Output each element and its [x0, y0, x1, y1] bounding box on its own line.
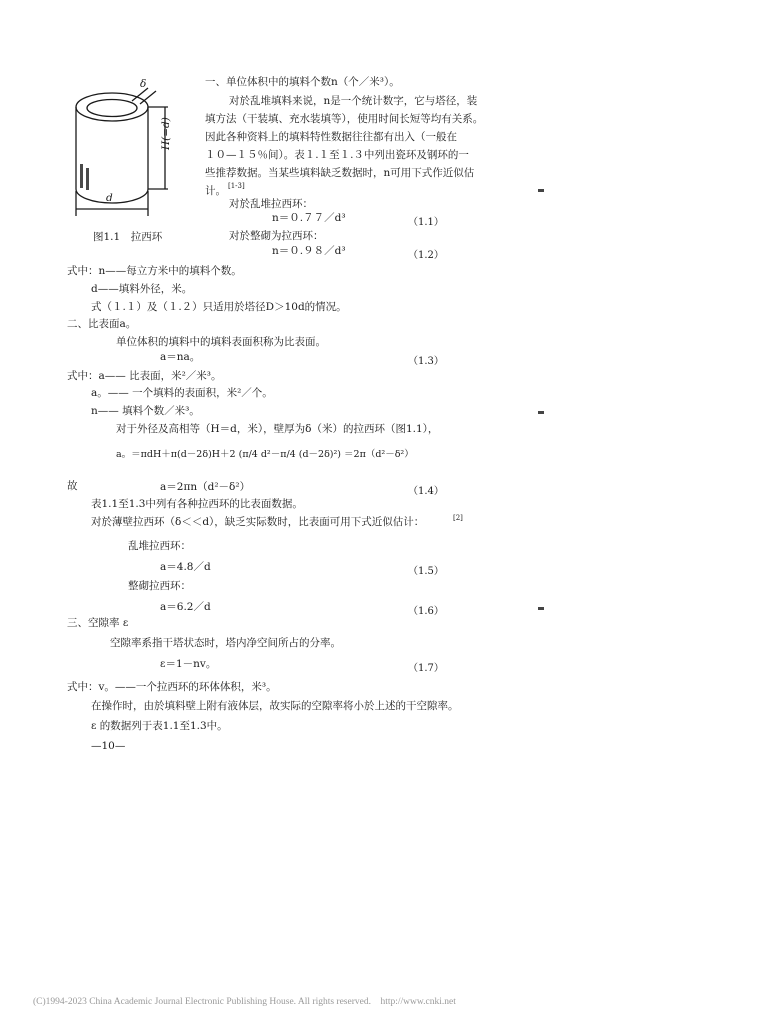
data-note: ε 的数据列于表1.1至1.3中。 [91, 720, 228, 732]
equation-7-number: （1.7） [408, 663, 444, 674]
paragraph-line: 因此各种资料上的填料特性数据往往都有出入（一般在 [205, 131, 457, 143]
equation-7: ε＝1－nv。 [160, 658, 217, 670]
equation-3-number: （1.3） [408, 356, 444, 367]
random-packing-label: 对於乱堆拉西环： [229, 198, 313, 210]
section3-heading: 三、空隙率 ε [67, 617, 129, 629]
paragraph-line: 计。 [205, 185, 226, 197]
section2-heading: 二、比表面a。 [67, 318, 137, 330]
table-note: 表1.1至1.3中列有各种拉西环的比表面数据。 [91, 498, 303, 510]
copyright-footer: (C)1994-2023 China Academic Journal Electronic Publishing House. All rights reserved. http://www.cnki.net [33, 997, 456, 1007]
equation-6: a＝6.2／d [160, 601, 211, 613]
reference-mark: [2] [453, 514, 463, 522]
figure-label-delta: δ [140, 78, 147, 90]
random-packing-label: 乱堆拉西环： [128, 540, 191, 552]
equation-3: a＝na。 [160, 351, 201, 363]
equation-2-number: （1.2） [408, 250, 444, 261]
equation-2: n＝０.９８／d³ [272, 245, 346, 257]
figure-label-d: d [106, 192, 113, 204]
where-line: a。—— 一个填料的表面积，米²／个。 [91, 387, 273, 399]
equation-long: a。＝πdH＋π(d－2δ)H＋2 (π/4 d²－π/4 (d－2δ)²) ＝2π（d²－δ²） [116, 449, 414, 460]
paragraph-line: 对於乱堆填料来说，n是一个统计数字，它与塔径，装 [229, 95, 478, 107]
where-line: 式中：a—— 比表面，米²／米³。 [67, 370, 222, 382]
gu-label: 故 [67, 480, 78, 492]
operation-line: 在操作时，由於填料壁上附有液体层，故实际的空隙率将小於上述的干空隙率。 [91, 700, 459, 712]
figure-caption: 图1.1 拉西环 [93, 231, 163, 243]
equation-5: a＝4.8／d [160, 561, 211, 573]
paragraph-line: １０—１５％间）。表１.１至１.３中列出瓷环及钢环的一 [205, 149, 469, 161]
equation-1-number: （1.1） [408, 217, 444, 228]
equation-6-number: （1.6） [408, 606, 444, 617]
equation-5-number: （1.5） [408, 566, 444, 577]
scan-mark [538, 607, 544, 610]
raschig-description: 对于外径及高相等（H＝d，米），壁厚为δ（米）的拉西环（图1.1）， [116, 423, 439, 435]
stacked-packing-label: 对於整砌为拉西环： [229, 230, 324, 242]
equation-1: n＝０.７７／d³ [272, 212, 346, 224]
equation-4-number: （1.4） [408, 486, 444, 497]
reference-mark: [1-3] [228, 182, 245, 190]
stacked-packing-label: 整砌拉西环： [128, 580, 191, 592]
scan-mark [538, 411, 544, 414]
section1-heading: 一、单位体积中的填料个数n（个／米³）。 [205, 76, 400, 88]
where-line: n—— 填料个数／米³。 [91, 405, 200, 417]
where-line: 式（１.１）及（１.２）只适用於塔径D＞10d的情况。 [91, 301, 347, 313]
raschig-ring-figure [62, 80, 182, 230]
paragraph-line: 些推荐数据。当某些填料缺乏数据时，n可用下式作近似估 [205, 167, 475, 179]
page-number: —10— [91, 740, 126, 752]
where-line: 式中：n——每立方米中的填料个数。 [67, 265, 242, 277]
where-line: d——填料外径，米。 [91, 283, 193, 295]
where-line: 式中：v。——一个拉西环的环体体积，米³。 [67, 681, 277, 693]
thin-wall-line: 对於薄壁拉西环（δ＜＜d），缺乏实际数时，比表面可用下式近似估计： [91, 516, 425, 528]
figure-label-height: H(=d) [160, 117, 172, 150]
definition-line: 单位体积的填料中的填料表面积称为比表面。 [116, 336, 326, 348]
equation-4: a＝2πn（d²－δ²） [160, 481, 251, 493]
paragraph-line: 填方法（干装填、充水装填等），使用时间长短等均有关系。 [205, 113, 484, 125]
definition-line: 空隙率系指干塔状态时，塔内净空间所占的分率。 [110, 637, 341, 649]
scan-mark [538, 189, 544, 192]
